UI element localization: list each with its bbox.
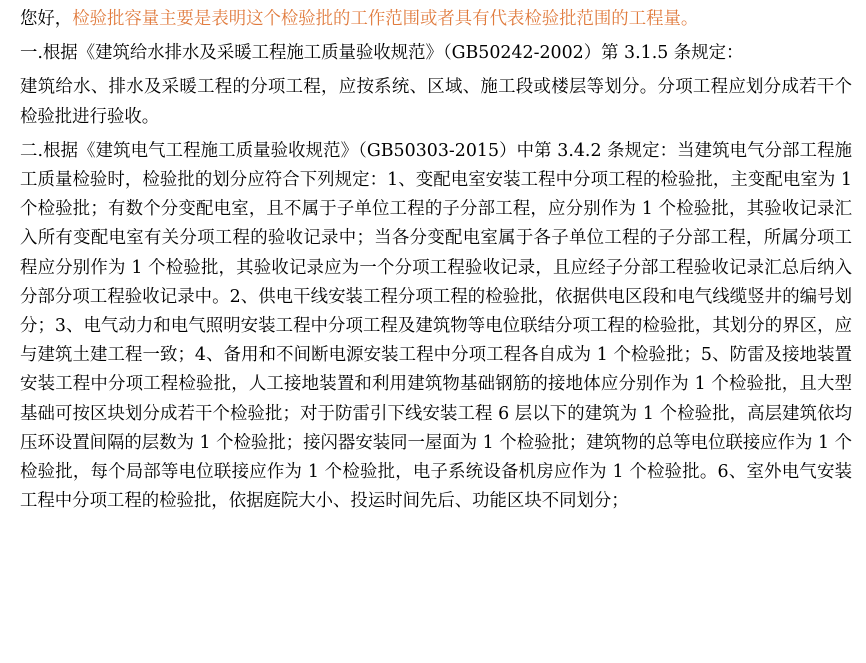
answer-paragraph [20,5,852,34]
clause-2-body: 二.根据《建筑电气工程施工质量验收规范》（GB50303-2015）中第 3.4.2 条规定：当建筑电气分部工程施工质量检验时，检验批的划分应符合下列规定：1、变配电室安装工程中分项工程的检验批，主变配电室为 1 个检验批；有数个分变配电室，且不属于子单位工程的子分部工程，应分别作为 1 个检验批，其验收记录汇入所有变配电室有关分项工程的验收记录中；当各分变配电室属于各子单位工程的子分部工程，所属分项工程应分别作为 1 个检验批，其验收记录应为一个分项工程验收记录，且应经子分部工程验收记录汇总后纳入分部分项工程验收记录中。2、供电干线安装工程分项工程的检验批，依据供电区段和电气线缆竖井的编号划分；3、电气动力和电气照明安装工程中分项工程及建筑物等电位联结分项工程的检验批，其划分的界区，应与建筑土建工程一致；4、备用和不间断电源安装工程中分项工程各自成为 1 个检验批；5、防雷及接地装置安装工程中分项工程检验批，人工接地装置和利用建筑物基础钢筋的接地体应分别作为 1 个检验批，且大型基础可按区块划分成若干个检验批；对于防雷引下线安装工程 6 层以下的建筑为 1 个检验批，高层建筑依均压环设置间隔的层数为 1 个检验批；接闪器安装同一屋面为 1 个检验批；建筑物的总等电位联接应作为 1 个检验批，每个局部等电位联接应作为 1 个检验批，电子系统设备机房应作为 1 个检验批。6、室外电气安装工程中分项工程的检验批，依据庭院大小、投运时间先后、功能区块不同划分； [20,140,852,512]
answer-text: 检验批容量主要是表明这个检验批的工作范围或者具有代表检验批范围的工程量。 [72,9,699,29]
clause-1-body: 建筑给水、排水及采暖工程的分项工程，应按系统、区域、施工段或楼层等划分。分项工程应划分成若干个检验批进行验收。 [20,77,852,127]
clause-1-heading: 一.根据《建筑给水排水及采暖工程施工质量验收规范》（GB50242-2002）第 3.1.5 条规定： [20,43,744,64]
greeting-text: 您好， [20,9,73,29]
